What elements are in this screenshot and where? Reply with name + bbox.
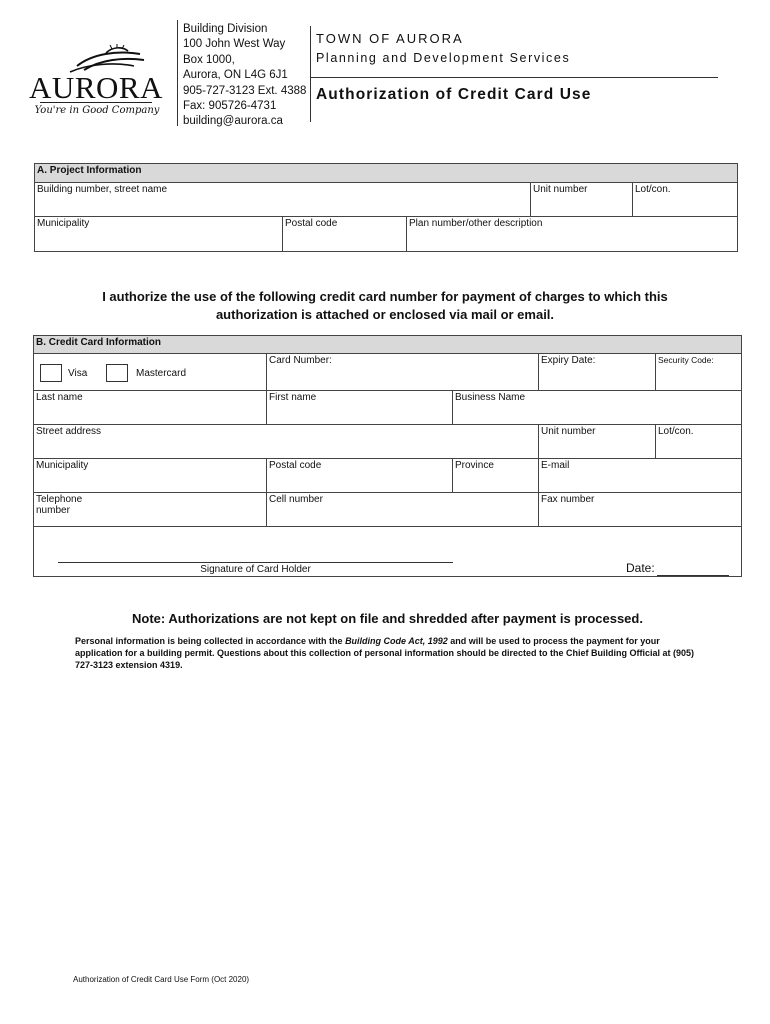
- unit-number-field[interactable]: Unit number: [531, 183, 633, 217]
- address-line: Aurora, ON L4G 6J1: [183, 69, 288, 82]
- privacy-text: Personal information is being collected in accordance with the: [75, 636, 346, 646]
- postal-code-field[interactable]: Postal code: [267, 459, 453, 493]
- email-field[interactable]: E-mail: [539, 459, 742, 493]
- header-rule: [310, 77, 718, 78]
- address-line: 100 John West Way: [183, 38, 286, 51]
- address-line: Box 1000,: [183, 53, 235, 66]
- unit-number-field[interactable]: Unit number: [539, 425, 656, 459]
- plan-number-field[interactable]: Plan number/other description: [407, 217, 738, 252]
- telephone-label: Telephone number: [36, 494, 83, 516]
- municipality-field[interactable]: Municipality: [35, 217, 283, 252]
- privacy-notice: [75, 635, 705, 671]
- province-field[interactable]: Province: [453, 459, 539, 493]
- card-number-field[interactable]: Card Number:: [267, 354, 539, 391]
- card-type-cell: [34, 354, 267, 391]
- privacy-text: and will be used to process the payment for your application for a building permit. Questions about this collection of personal information should be directed to the Chief Building Official at (905) 727-3123 extension 4319.: [75, 636, 695, 670]
- visa-label: Visa: [68, 368, 88, 379]
- lot-con-field[interactable]: Lot/con.: [656, 425, 742, 459]
- header-divider-left: [177, 20, 178, 126]
- credit-card-information-table: [33, 335, 742, 577]
- address-line: building@aurora.ca: [183, 115, 283, 128]
- address-line: 905-727-3123 Ext. 4388: [183, 84, 307, 97]
- note-text: Note: Authorizations are not kept on file and shredded after payment is processed.: [132, 611, 643, 626]
- fax-number-field[interactable]: Fax number: [539, 493, 742, 527]
- street-address-field[interactable]: Street address: [34, 425, 539, 459]
- signature-line: [58, 562, 453, 563]
- visa-checkbox[interactable]: [40, 364, 62, 382]
- logo-tagline: You're in Good Company: [34, 105, 160, 116]
- last-name-field[interactable]: Last name: [34, 391, 267, 425]
- first-name-field[interactable]: First name: [267, 391, 453, 425]
- building-number-street-field[interactable]: Building number, street name: [35, 183, 531, 217]
- date-label: Date:: [626, 561, 655, 575]
- signature-label: Signature of Card Holder: [200, 564, 311, 575]
- address-line: Building Division: [183, 23, 268, 35]
- postal-code-field[interactable]: Postal code: [283, 217, 407, 252]
- lot-con-field[interactable]: Lot/con.: [633, 183, 738, 217]
- act-name: Building Code Act, 1992: [345, 636, 448, 646]
- business-name-field[interactable]: Business Name: [453, 391, 742, 425]
- section-b-title: B. Credit Card Information: [34, 336, 742, 354]
- authorization-line: authorization is attached or enclosed via mail or email.: [215, 307, 555, 322]
- aurora-logo: [22, 44, 172, 124]
- logo-rule: [40, 102, 152, 103]
- mastercard-checkbox[interactable]: [106, 364, 128, 382]
- form-title: Authorization of Credit Card Use: [316, 86, 592, 103]
- logo-wordmark: AURORA: [29, 70, 163, 105]
- date-line[interactable]: [657, 575, 729, 576]
- header-divider-right: [310, 26, 311, 122]
- authorization-statement: [60, 288, 710, 324]
- authorization-line: I authorize the use of the following credit card number for payment of charges to which this: [102, 289, 668, 304]
- address-block: [183, 22, 306, 130]
- expiry-date-field[interactable]: Expiry Date:: [539, 354, 656, 391]
- section-a-title: A. Project Information: [35, 164, 738, 183]
- telephone-field[interactable]: [34, 493, 267, 527]
- address-line: Fax: 905726-4731: [183, 100, 277, 113]
- security-code-field[interactable]: Security Code:: [656, 354, 742, 391]
- town-name: TOWN OF AURORA: [316, 31, 464, 46]
- form-footer: Authorization of Credit Card Use Form (Oct 2020): [73, 975, 250, 984]
- municipality-field[interactable]: Municipality: [34, 459, 267, 493]
- project-information-table: [34, 163, 738, 252]
- department-name: Planning and Development Services: [316, 51, 571, 65]
- mastercard-label: Mastercard: [136, 368, 187, 379]
- cell-number-field[interactable]: Cell number: [267, 493, 539, 527]
